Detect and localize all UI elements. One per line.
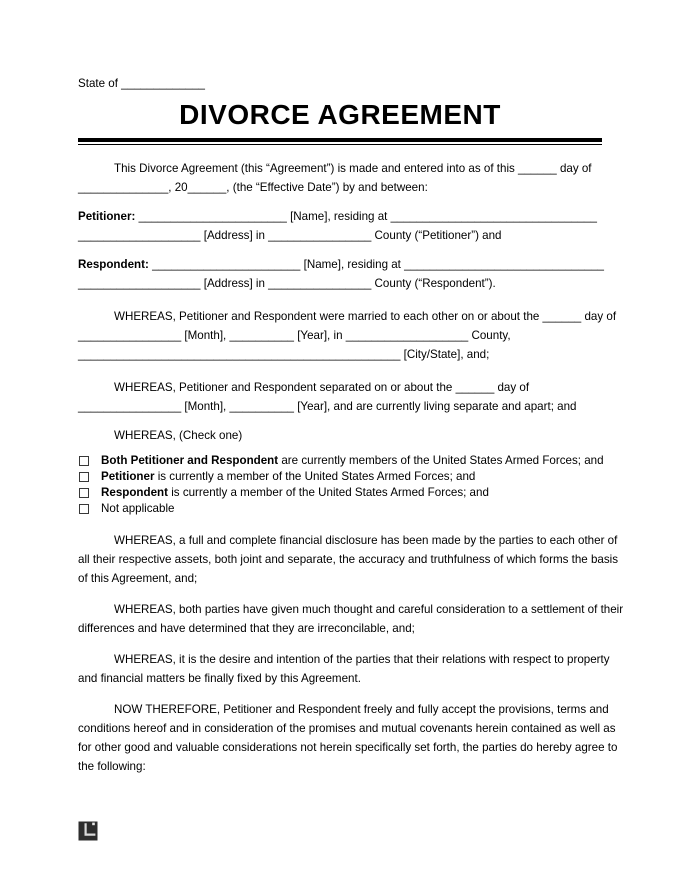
checkbox-both-parties-armed-forces[interactable] [79, 456, 89, 466]
paragraph-line: the following: [78, 760, 146, 773]
paragraph-line [78, 255, 605, 274]
checkbox-label [101, 469, 475, 485]
page-title: DIVORCE AGREEMENT [179, 99, 501, 130]
paragraph-line [78, 207, 602, 226]
state-of-line: State of _____________ [78, 77, 206, 90]
petitioner-address-county-blanks: ___________________ [Address] in ________________ County (“Petitioner”) and [78, 229, 502, 242]
checkbox-label [101, 453, 604, 469]
paragraph-line: WHEREAS, Petitioner and Respondent separated on or about the ______ day of [114, 381, 530, 394]
respondent-name-residence-blanks: _______________________ [Name], residing at _______________________________ [148, 258, 605, 271]
paragraph-line: NOW THEREFORE, Petitioner and Respondent freely and fully accept the provisions, terms and [114, 703, 609, 716]
legaltemplates-logo-icon [78, 821, 98, 841]
paragraph-line: of this Agreement, and; [78, 572, 198, 585]
whereas-separated-paragraph [78, 378, 602, 416]
paragraph-line: for other good and valuable considerations not herein specifically set forth, the parties do hereby agree to [78, 741, 618, 754]
paragraph-line: ________________ [Month], __________ [Year], in ___________________ County, [78, 329, 511, 342]
paragraph-line: and financial matters be finally fixed by this Agreement. [78, 672, 361, 685]
paragraph-line: ________________ [Month], __________ [Year], and are currently living separate and apart; and [78, 400, 577, 413]
checkbox-petitioner-armed-forces[interactable] [79, 472, 89, 482]
logo-l-mark-icon [78, 821, 98, 841]
paragraph-line: WHEREAS, it is the desire and intention of the parties that their relations with respect to property [114, 653, 610, 666]
paragraph-line: ______________, 20______, (the “Effective Date”) by and between: [78, 181, 428, 194]
divider-thick-rule [78, 138, 602, 142]
checkbox-row-petitioner [78, 469, 602, 485]
checkbox-not-applicable[interactable] [79, 504, 89, 514]
paragraph-line: WHEREAS, (Check one) [114, 429, 243, 442]
paragraph-line: This Divorce Agreement (this “Agreement”) is made and entered into as of this ______ day of [114, 162, 592, 175]
checkbox-label [101, 501, 174, 517]
checkbox-label-bold: Both Petitioner and Respondent [101, 454, 279, 467]
whereas-check-one-paragraph [78, 426, 602, 445]
checkbox-row-not-applicable [78, 501, 602, 517]
respondent-label: Respondent: [78, 258, 149, 271]
checkbox-label-bold: Respondent [101, 486, 168, 499]
paragraph-line: differences and have determined that they are irreconcilable, and; [78, 622, 415, 635]
checkbox-row-both-parties [78, 453, 602, 469]
petitioner-name-residence-blanks: _______________________ [Name], residing at ________________________________ [135, 210, 597, 223]
petitioner-label: Petitioner: [78, 210, 136, 223]
paragraph-line: WHEREAS, a full and complete financial disclosure has been made by the parties to each other of [114, 534, 618, 547]
checkbox-label-rest: is currently a member of the United States Armed Forces; and [154, 470, 476, 483]
armed-forces-checkbox-list [78, 453, 602, 517]
checkbox-respondent-armed-forces[interactable] [79, 488, 89, 498]
whereas-desire-paragraph [78, 650, 610, 688]
divider-thin-rule [78, 144, 602, 145]
checkbox-label-bold: Petitioner [101, 470, 155, 483]
paragraph-line: WHEREAS, Petitioner and Respondent were married to each other on or about the ______ day of [114, 310, 617, 323]
checkbox-row-respondent [78, 485, 602, 501]
title-divider [78, 138, 602, 145]
respondent-paragraph [78, 255, 605, 293]
whereas-financial-paragraph [78, 531, 619, 588]
paragraph-line: WHEREAS, both parties have given much thought and careful consideration to a settlement of their [114, 603, 624, 616]
whereas-settlement-paragraph [78, 600, 624, 638]
paragraph-line: __________________________________________________ [City/State], and; [78, 348, 490, 361]
checkbox-label-rest: Not applicable [101, 502, 175, 515]
intro-paragraph [78, 159, 602, 197]
respondent-address-county-blanks: ___________________ [Address] in ________________ County (“Respondent”). [78, 277, 496, 290]
checkbox-label-rest: are currently members of the United States Armed Forces; and [278, 454, 604, 467]
paragraph-line: all their respective assets, both joint and separate, the accuracy and truthfulness of which forms the basis [78, 553, 619, 566]
now-therefore-paragraph [78, 700, 618, 776]
checkbox-label-rest: is currently a member of the United States Armed Forces; and [168, 486, 489, 499]
checkbox-label [101, 485, 489, 501]
whereas-married-paragraph [78, 307, 617, 364]
paragraph-line: conditions hereof and in consideration of the promises and mutual covenants herein contained as well as [78, 722, 616, 735]
petitioner-paragraph [78, 207, 602, 245]
